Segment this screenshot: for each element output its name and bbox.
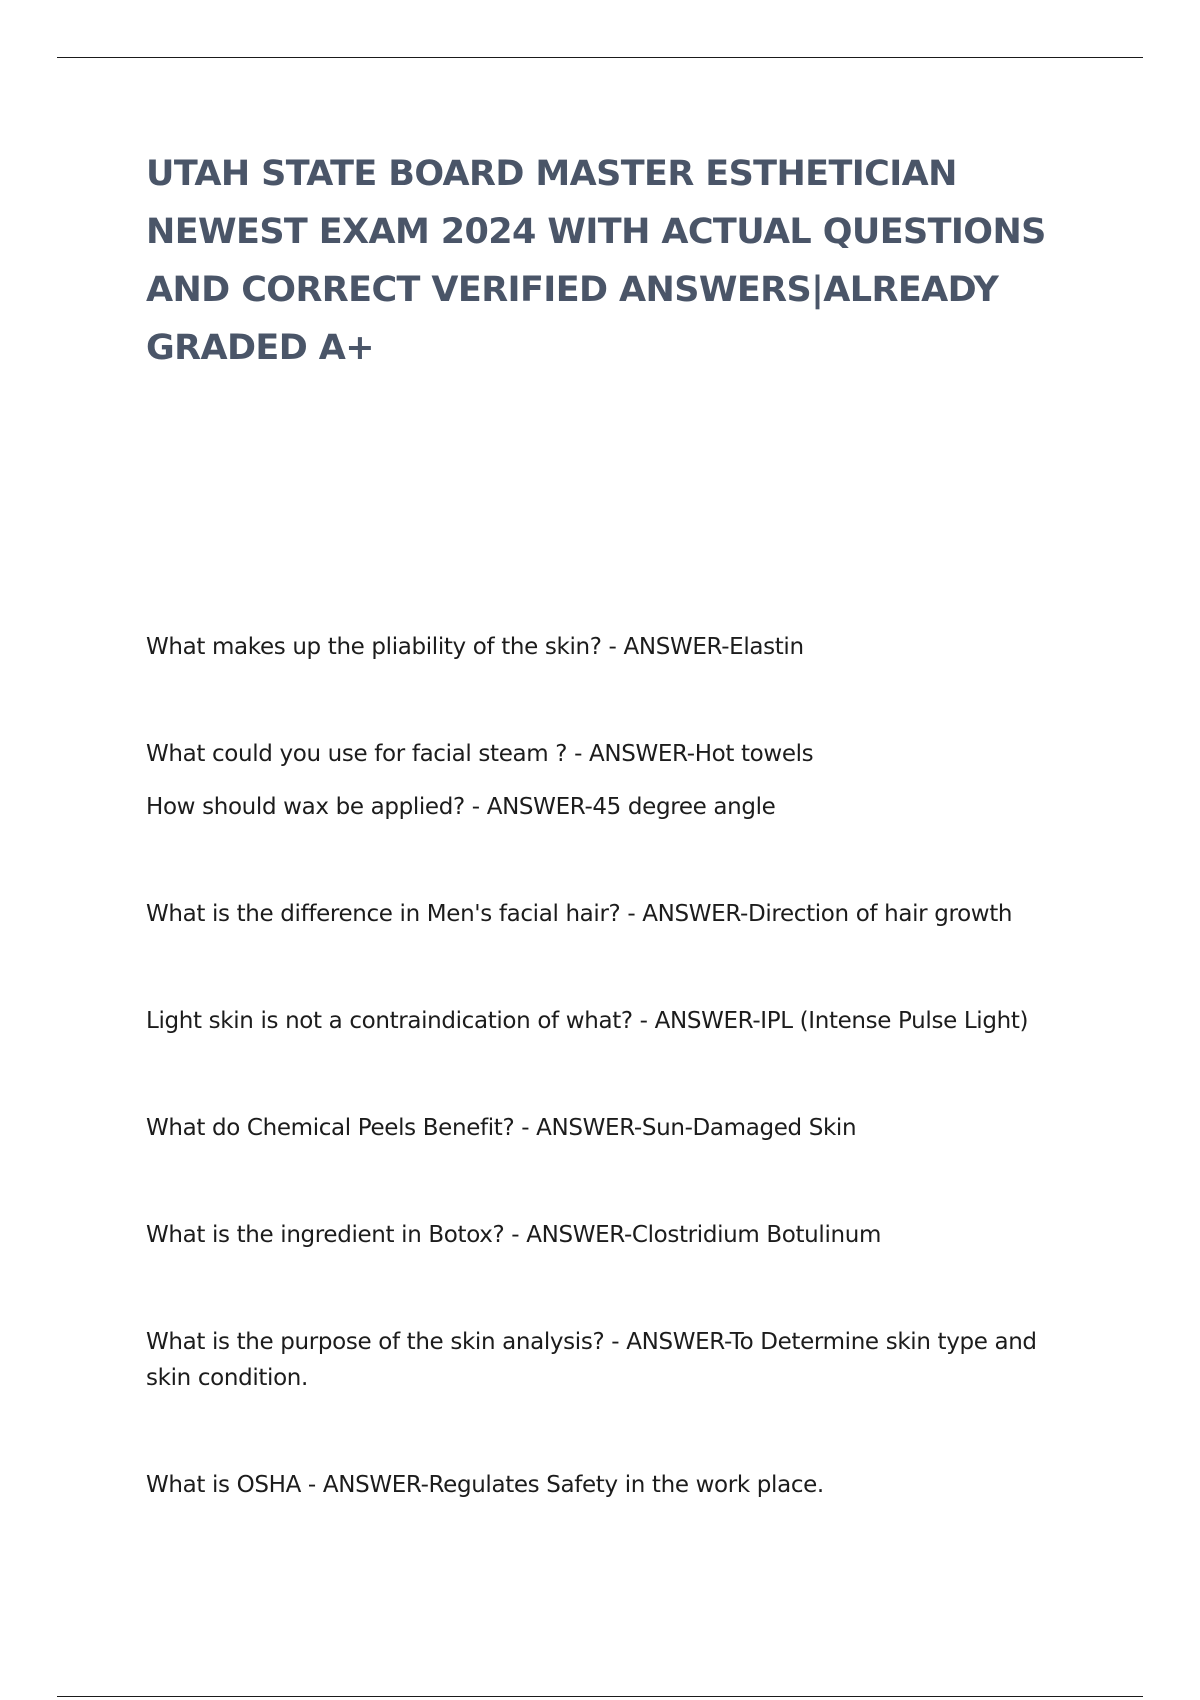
document-title: UTAH STATE BOARD MASTER ESTHETICIAN NEWEST EXAM 2024 WITH ACTUAL QUESTIONS AND CORRECT VERIFIED ANSWERS|ALREADY GRADED A+ <box>146 154 1046 368</box>
qa-item-chemical-peels: What do Chemical Peels Benefit? - ANSWER-Sun-Damaged Skin <box>146 1115 857 1141</box>
top-rule <box>57 57 1143 58</box>
qa-item-osha: What is OSHA - ANSWER-Regulates Safety in the work place. <box>146 1472 824 1498</box>
qa-item-wax: How should wax be applied? - ANSWER-45 degree angle <box>146 794 776 820</box>
qa-item-facial-steam: What could you use for facial steam ? - ANSWER-Hot towels <box>146 741 814 767</box>
qa-item-botox: What is the ingredient in Botox? - ANSWER-Clostridium Botulinum <box>146 1222 881 1248</box>
qa-item-light-skin: Light skin is not a contraindication of what? - ANSWER-IPL (Intense Pulse Light) <box>146 1008 1029 1034</box>
qa-item-mens-facial-hair: What is the difference in Men's facial hair? - ANSWER-Direction of hair growth <box>146 901 1013 927</box>
qa-item-pliability: What makes up the pliability of the skin? - ANSWER-Elastin <box>146 634 804 660</box>
qa-item-skin-analysis: What is the purpose of the skin analysis? - ANSWER-To Determine skin type and skin condition. <box>146 1329 1037 1391</box>
bottom-rule <box>57 1696 1143 1697</box>
